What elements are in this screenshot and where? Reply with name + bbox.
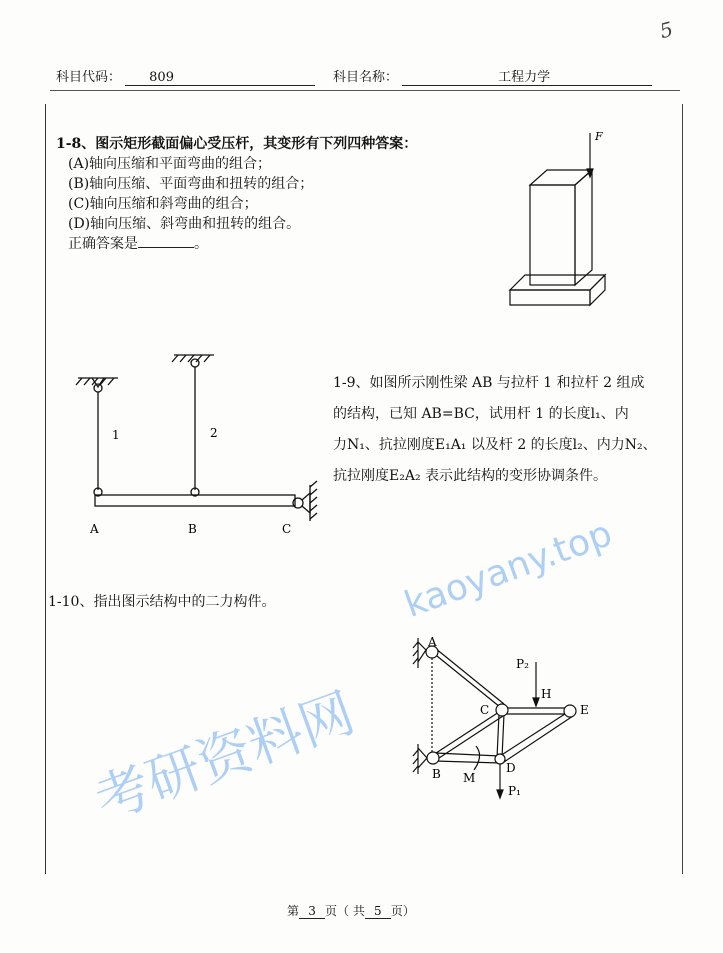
watermark-url: kaoyany.top	[399, 513, 618, 626]
question-1-8	[56, 134, 417, 254]
node-b-label: B	[432, 767, 441, 781]
node-e-label: E	[580, 703, 589, 717]
moment-m-label: M	[463, 771, 476, 785]
subject-code	[56, 66, 315, 86]
q19-line-3: 力N₁、抗拉刚度E₁A₁ 以及杆 2 的长度l₂、内力N₂、	[333, 437, 657, 453]
node-a-label: A	[428, 635, 437, 649]
load-p2-label: P₂	[516, 657, 529, 671]
subject-name	[333, 66, 652, 86]
rod-2-label: 2	[210, 426, 218, 440]
point-b-label: B	[188, 522, 197, 536]
subject-name-label: 科目名称：	[333, 70, 399, 85]
rigid-beam-figure	[70, 345, 330, 545]
total-pages: 5	[365, 904, 391, 919]
question-1-10-title: 1-10、指出图示结构中的二力构件。	[48, 594, 276, 610]
subject-code-value: 809	[125, 70, 315, 86]
question-1-9	[333, 368, 678, 492]
rod-1-label: 1	[112, 428, 120, 442]
point-a-label: A	[90, 522, 99, 536]
eccentric-column-figure	[495, 125, 625, 320]
answer-line: 正确答案是 。	[68, 236, 208, 252]
subject-name-value: 工程力学	[402, 66, 652, 86]
node-d-label: D	[506, 761, 516, 775]
load-p1-label: P₁	[508, 784, 521, 798]
point-h-label: H	[541, 687, 552, 701]
option-d: (D)轴向压缩、斜弯曲和扭转的组合。	[68, 216, 301, 232]
question-1-8-title: 1-8、图示矩形截面偏心受压杆，其变形有下列四种答案：	[56, 136, 418, 152]
q19-line-4: 抗拉刚度E₂A₂ 表示此结构的变形协调条件。	[333, 468, 608, 484]
corner-mark: 5	[657, 16, 676, 44]
option-b: (B)轴向压缩、平面弯曲和扭转的组合；	[68, 176, 314, 192]
header-rule	[50, 90, 680, 91]
option-c: (C)轴向压缩和斜弯曲的组合；	[68, 196, 258, 212]
force-f-label: F	[595, 130, 603, 143]
page-footer: 第 3 页（ 共 5 页）	[287, 904, 415, 918]
node-c-label: C	[480, 703, 490, 717]
truss-figure	[400, 632, 610, 802]
q19-line-1: 1-9、如图所示刚性梁 AB 与拉杆 1 和拉杆 2 组成	[333, 375, 645, 391]
watermark-chinese: 考研资料网	[87, 680, 363, 833]
q19-line-2: 的结构，已知 AB=BC，试用杆 1 的长度l₁、内	[333, 406, 629, 422]
subject-code-label: 科目代码：	[56, 70, 122, 85]
option-a: (A)轴向压缩和平面弯曲的组合；	[68, 156, 272, 172]
point-c-label: C	[282, 522, 292, 536]
current-page: 3	[299, 904, 325, 919]
